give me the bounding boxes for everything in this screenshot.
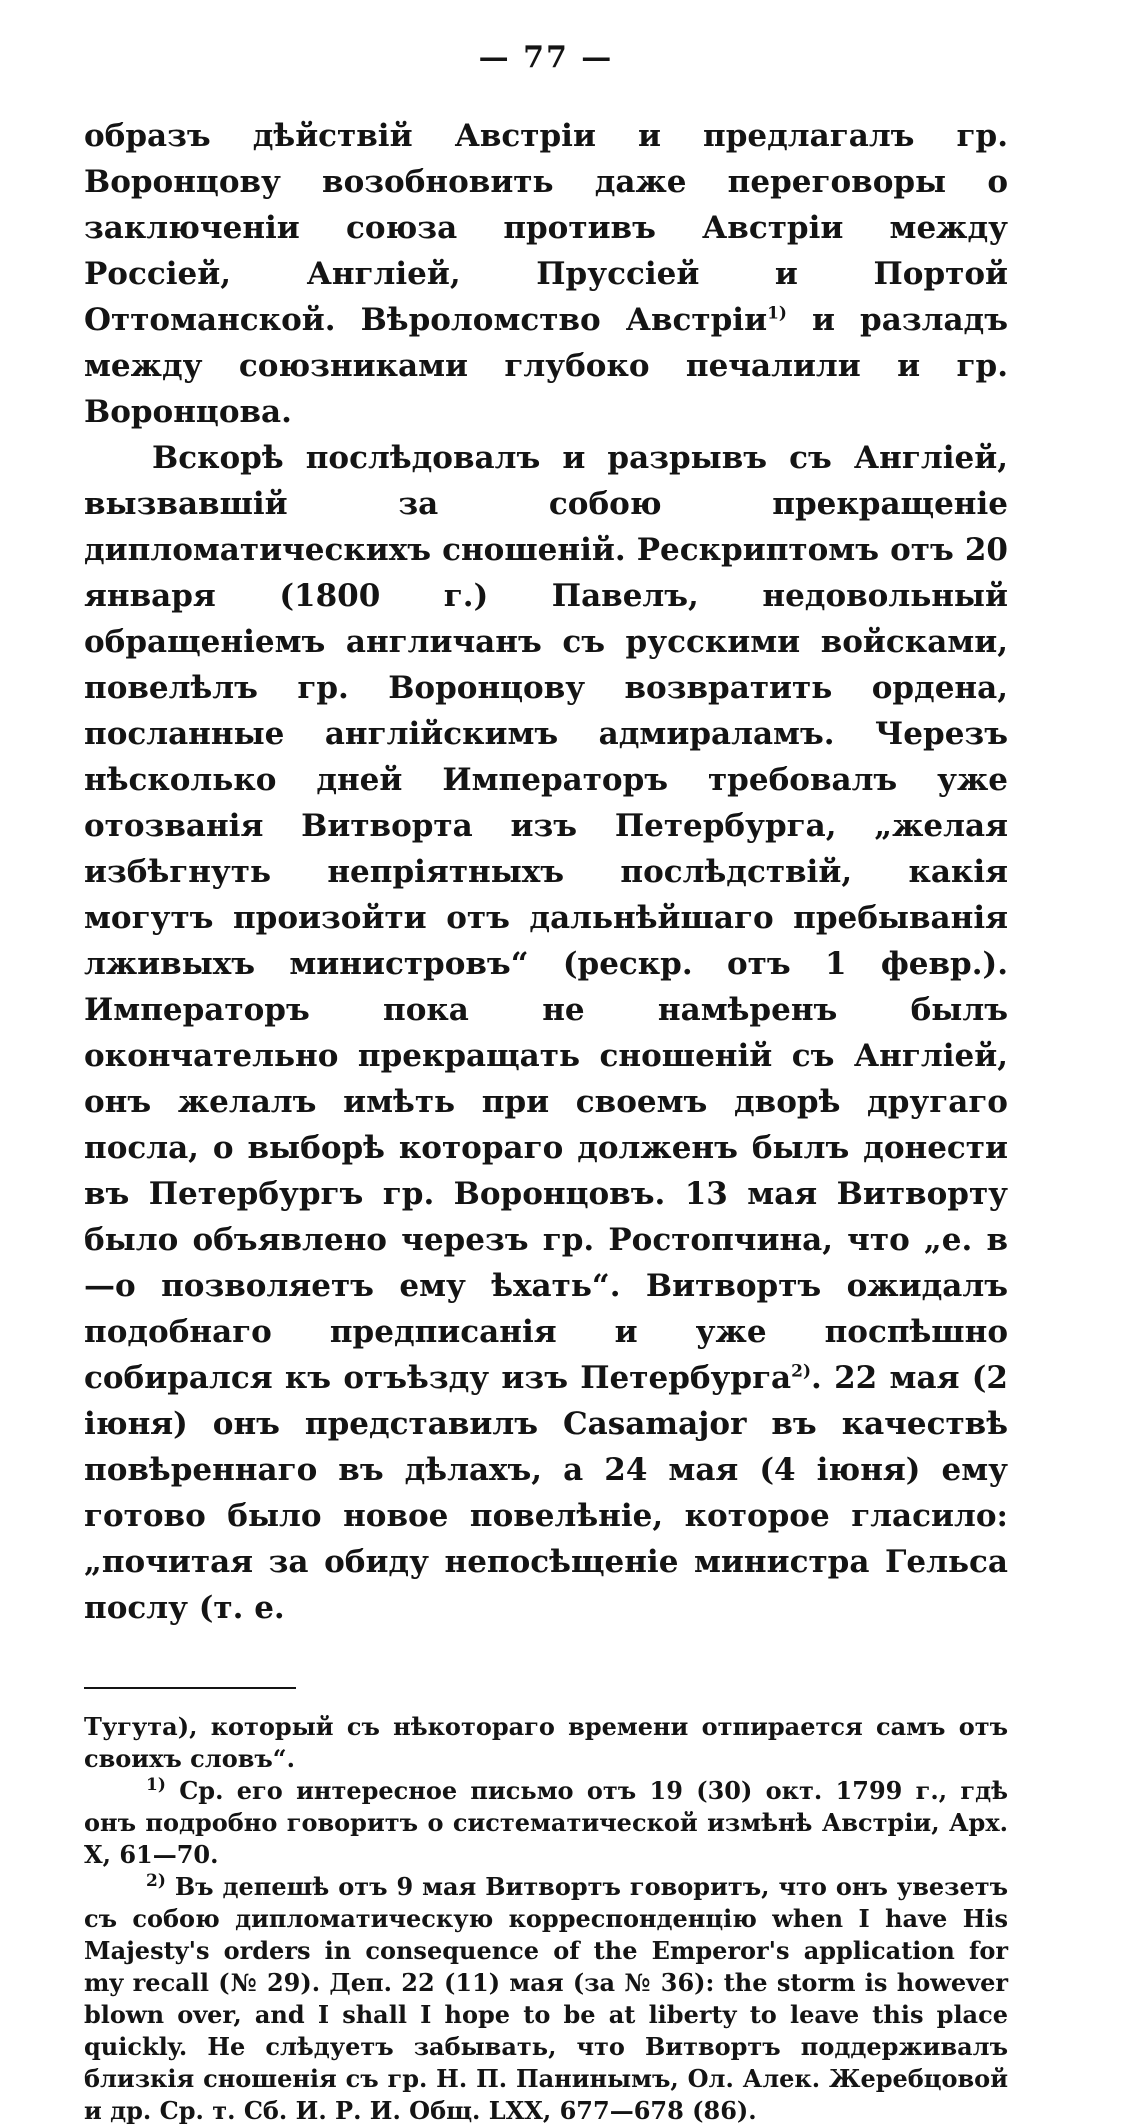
footnote-divider	[84, 1687, 296, 1689]
paragraph-1-tail: и разладъ между союзниками глубоко печалили и гр. Воронцова.	[84, 302, 1008, 430]
footnote-ref-1[interactable]: 1)	[767, 303, 787, 324]
footnote-2	[84, 1871, 1008, 2127]
footnote-ref-2[interactable]: 2)	[791, 1361, 812, 1382]
paragraph-2-tail: . 22 мая (2 іюня) онъ представилъ Casamajor въ качествѣ повѣреннаго въ дѣлахъ, а 24 мая (4 іюня) ему готово было новое повелѣніе, которое гласило: „почитая за обиду непосѣщеніе министра Гельса послу (т. е.	[84, 1360, 1008, 1626]
paragraph-2	[84, 435, 1008, 1631]
page-number: — 77 —	[478, 40, 614, 75]
footnotes	[84, 1711, 1008, 2127]
footnote-1-text: Ср. его интересное письмо отъ 19 (30) окт. 1799 г., гдѣ онъ подробно говоритъ о систематической измѣнѣ Австріи, Арх. X, 61—70.	[84, 1776, 1008, 1869]
footnote-1	[84, 1775, 1008, 1871]
paragraph-1	[84, 113, 1008, 435]
paragraph-1-text: образъ дѣйствій Австріи и предлагалъ гр. Воронцову возобновить даже переговоры о заключеніи союза противъ Австріи между Россіей, Англіей, Пруссіей и Портой Оттоманской. Вѣроломство Австріи	[84, 118, 1008, 338]
paragraph-2-text: Вскорѣ послѣдовалъ и разрывъ съ Англіей, вызвавшій за собою прекращеніе дипломатическихъ сношеній. Рескриптомъ отъ 20 января (1800 г.) Павелъ, недовольный обращеніемъ англичанъ съ русскими войсками, повелѣлъ гр. Воронцову возвратить ордена, посланные англійскимъ адмираламъ. Черезъ нѣсколько дней Императоръ требовалъ уже отозванія Витворта изъ Петербурга, „желая избѣгнуть непріятныхъ послѣдствій, какія могутъ произойти отъ дальнѣйшаго пребыванія лживыхъ министровъ“ (рескр. отъ 1 февр.). Императоръ пока не намѣренъ былъ окончательно прекращать сношеній съ Англіей, онъ желалъ имѣть при своемъ дворѣ другаго посла, о выборѣ котораго долженъ былъ донести въ Петербургъ гр. Воронцовъ. 13 мая Витворту было объявлено черезъ гр. Ростопчина, что „е. в—о позволяетъ ему ѣхать“. Витвортъ ожидалъ подобнаго предписанія и уже поспѣшно собирался къ отъѣзду изъ Петербурга	[84, 440, 1008, 1396]
footnote-2-text: Въ депешѣ отъ 9 мая Витвортъ говоритъ, что онъ увезетъ съ собою дипломатическую корреспонденцію when I have His Majesty's orders in consequence of the Emperor's application for my recall (№ 29). Деп. 22 (11) мая (за № 36): the storm is however blown over, and I shall I hope to be at liberty to leave this place quickly. Не слѣдуетъ забывать, что Витвортъ поддерживалъ близкія сношенія съ гр. Н. П. Панинымъ, Ол. Алек. Жеребцовой и др. Ср. т. Сб. И. Р. И. Общ. LXX, 677—678 (86).	[84, 1872, 1008, 2125]
main-text	[84, 113, 1008, 1631]
book-page	[84, 40, 1008, 2127]
footnote-1-mark: 1)	[146, 1775, 166, 1795]
footnote-2-mark: 2)	[146, 1871, 166, 1891]
footnote-continuation: Тугута), который съ нѣкотораго времени отпирается самъ отъ своихъ словъ“.	[84, 1712, 1008, 1773]
